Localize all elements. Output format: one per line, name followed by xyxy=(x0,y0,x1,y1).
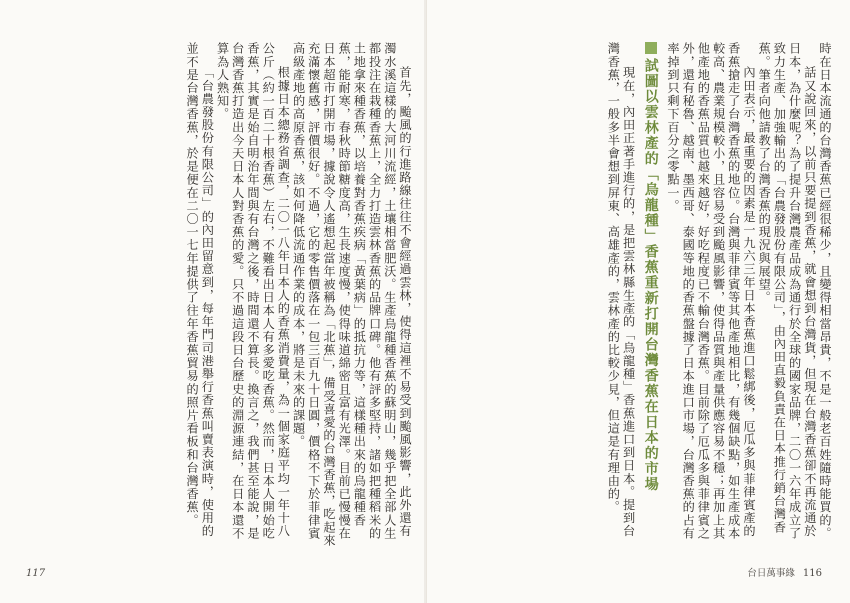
right-paragraph-2: 話又說回來，以前只要提到香蕉，就會想到台灣貨，但現在台灣香蕉卻不再流通於日本，為什麼呢？為了提升台灣農產品成為通行於全球的國家品牌，二〇一六年成立了致力生產、加強輸出的「台農發股份有限公司」，由內田直毅負責在日本推行銷台灣香蕉。筆者向他請教了台灣香蕉的現況與展望。 xyxy=(757,42,817,540)
heading-square-icon xyxy=(645,42,657,54)
running-title: 台日萬事緣 xyxy=(747,568,795,579)
page-number-left: 117 xyxy=(26,568,46,579)
right-paragraph-3: 內田表示，最重要的因素是一九六三年日本香蕉進口鬆綁後，厄瓜多與菲律賓產的香蕉搶走了台灣香蕉的地位。台灣與菲律賓等其他產地相比，有幾個缺點，如生產成本較高、農業規模較小，且容易受到颱風影響，使得品質與產量供應容易不穩；再加上其他產地的香蕉品質也越來越好，好吃程度已不輸台灣香蕉。目前除了厄瓜多與菲律賓之外，還有秘魯、越南、墨西哥、泰國等地的香蕉盤據了日本進口市場，台灣香蕉的占有率掉到只剩下百分之零點一。 xyxy=(665,42,756,540)
section-heading xyxy=(643,42,658,547)
right-paragraph-1: 時在日本流通的台灣香蕉已經很稀少，且變得相當昂貴，不是一般老百姓隨時能買的。 xyxy=(818,42,832,540)
left-paragraph-1: 首先，颱風的行進路線往往不會經過雲林，使得這裡不易受到颱風影響，此外還有濁水溪這樣的大河川流經，土壤相當肥沃。生產烏龍種香蕉的蘇明山，幾乎把全部人生都投注在栽種香蕉上，全力打造雲林香蕉的品牌口碑。他有評多堅持，諸如把種稻米的土地拿來種香蕉，以培養對香蕉疾病「黃葉病」的抵抗力等，這樣種出來的烏龍種香蕉，能耐寒，春秋時節糖度高，生長速度慢，使得味道綿密且富有光澤。目前已慢慢在日本超市打開市場，據說令人遙想起當年被稱為「北蕉」，備受喜愛的台灣香蕉，吃起來充滿懷舊感，評價很好。不過，它的零售價落在一包三百九十日圓，價格不下於菲律賓高級產地的高原香蕉，該如何降低流通作業的成本，將是未來的課題。 xyxy=(291,42,412,547)
section-heading-text: 試圖以雲林產的「烏龍種」香蕉重新打開台灣香蕉在日本的市場 xyxy=(642,58,659,492)
right-page xyxy=(426,0,850,603)
left-page xyxy=(0,0,424,603)
left-paragraph-2: 根據日本總務省調查，二〇一八年日本人的香蕉消費量，為一個家庭平均一年十八公斤（約一百二十根香蕉）左右，不難看出日本人有多愛吃香蕉。然而，日本人開始吃香蕉，其實是始自明治年間與有台灣之後，時間還不算長。換言之，我們甚至能說，是台灣香蕉打造出今天日本人對香蕉的愛。只不過這段日台歷史的淵源連結，在日本還不算為人熟知。 xyxy=(215,42,291,540)
left-page-text xyxy=(26,42,412,547)
right-paragraph-4: 現在，內田正著手進行的，是把雲林縣生產的「烏龍種」香蕉進口到日本。提到台灣香蕉，一般多半會想到屏東、高雄產的，雲林產的比較少見，但這是有理由的。 xyxy=(606,42,636,538)
left-paragraph-3: 「台農發股份有限公司」的內田留意到，每年門司港舉行香蕉叫賣表演時，使用的並不是台灣香蕉，於是便在二〇一七年提供了往年香蕉貿易的照片看板和台灣香蕉。 xyxy=(185,42,215,538)
page-number-right: 116 xyxy=(802,568,822,579)
right-page-text xyxy=(444,42,832,547)
right-folio xyxy=(747,565,822,579)
